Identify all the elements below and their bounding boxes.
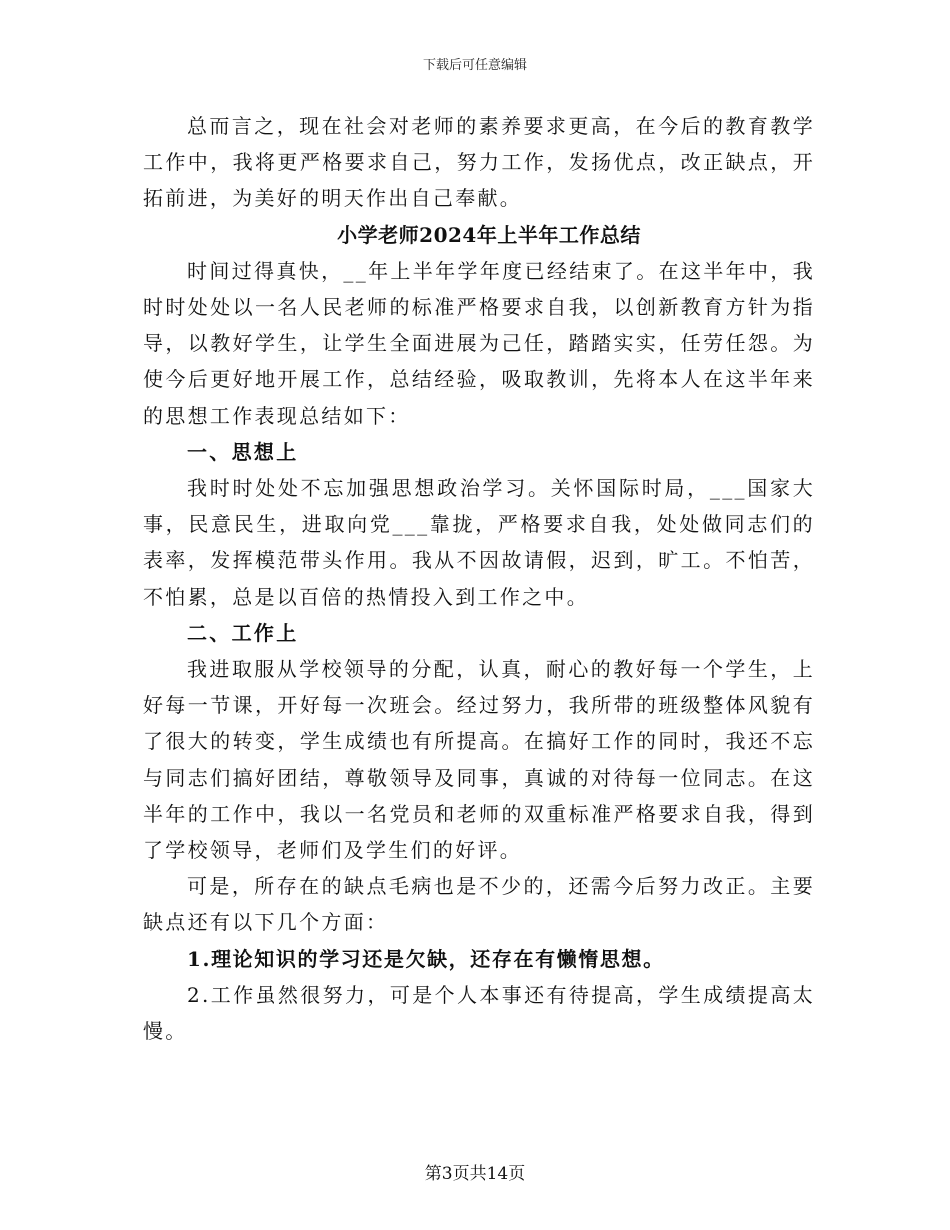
shortcoming-item-1: 1.理论知识的学习还是欠缺，还存在有懒惰思想。 xyxy=(187,946,665,971)
work-paragraph: 我进取服从学校领导的分配，认真，耐心的教好每一个学生，上好每一节课，开好每一次班会。经过努力，我所带的班级整体风貌有了很大的转变，学生成绩也有所提高。在搞好工作的同时，我还不忘与同志们搞好团结，尊敬领导及同事，真诚的对待每一位同志。在这半年的工作中，我以一名党员和老师的双重标准严格要求自我，得到了学校领导，老师们及学生们的好评。 xyxy=(143,657,815,863)
section-heading-thought: 一、思想上 xyxy=(187,439,299,464)
section-heading-work: 二、工作上 xyxy=(187,620,299,645)
page-footer-indicator: 第3页共14页 xyxy=(424,1164,526,1184)
shortcomings-paragraph: 可是，所存在的缺点毛病也是不少的，还需今后努力改正。主要缺点还有以下几个方面： xyxy=(143,874,815,935)
document-body xyxy=(143,108,815,1049)
intro-paragraph: 总而言之，现在社会对老师的素养要求更高，在今后的教育教学工作中，我将更严格要求自己，努力工作，发扬优点，改正缺点，开拓前进，为美好的明天作出自己奉献。 xyxy=(143,114,815,211)
opening-paragraph: 时间过得真快，__年上半年学年度已经结束了。在这半年中，我时时处处以一名人民老师的标准严格要求自我，以创新教育方针为指导，以教好学生，让学生全面进展为己任，踏踏实实，任劳任怨。为使今后更好地开展工作，总结经验，吸取教训，先将本人在这半年来的思想工作表现总结如下： xyxy=(143,258,815,428)
shortcoming-item-2: 2.工作虽然很努力，可是个人本事还有待提高，学生成绩提高太慢。 xyxy=(143,982,815,1044)
thought-paragraph: 我时时处处不忘加强思想政治学习。关怀国际时局，___国家大事，民意民生，进取向党___靠拢，严格要求自我，处处做同志们的表率，发挥模范带头作用。我从不因故请假，迟到，旷工。不怕苦，不怕累，总是以百倍的热情投入到工作之中。 xyxy=(143,476,815,609)
document-title: 小学老师2024年上半年工作总结 xyxy=(337,222,641,247)
page-header-note: 下载后可任意编辑 xyxy=(422,58,527,73)
